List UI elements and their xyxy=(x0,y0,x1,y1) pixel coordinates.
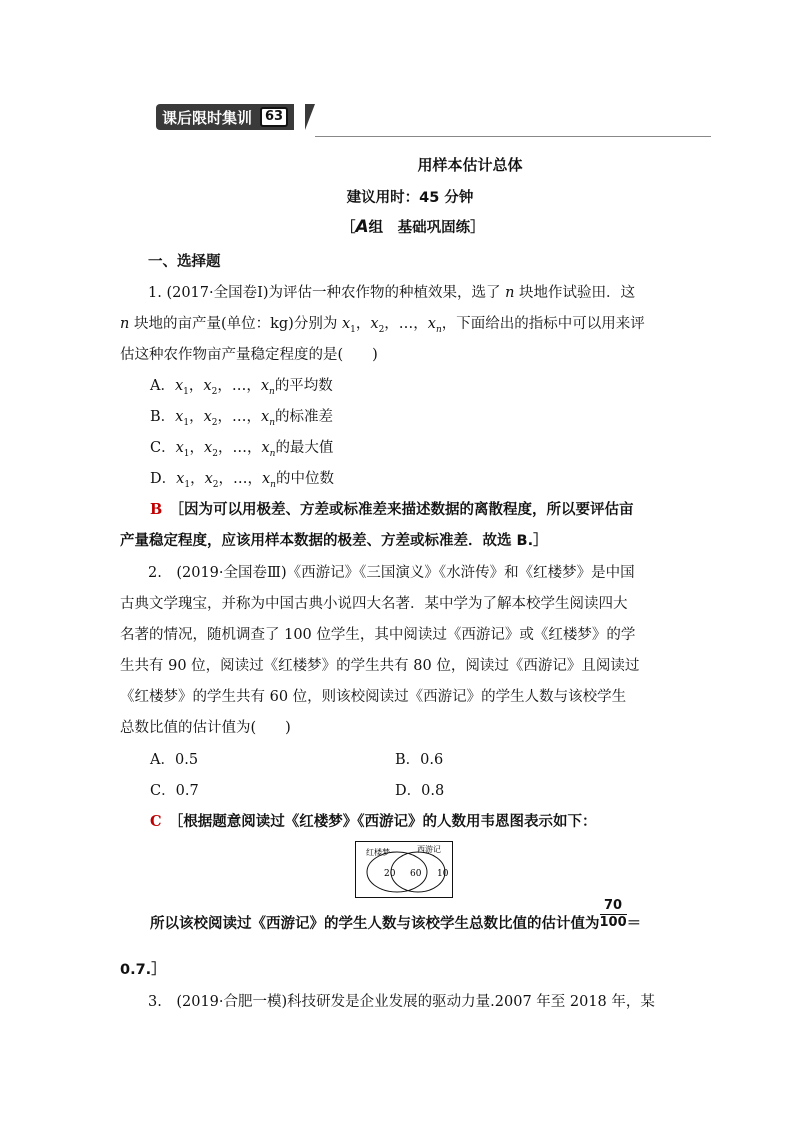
venn-left-label: 红楼梦 xyxy=(366,848,390,857)
q2-line1: 2. (2019·全国卷Ⅲ)《西游记》《三国演义》《水浒传》和《红楼梦》是中国 xyxy=(148,565,635,581)
q1-answer-letter: B xyxy=(150,501,163,518)
fraction-numerator: 70 xyxy=(604,897,623,913)
q1-option-c: C．$x_1$，$x_2$，…，$x_n$的最大值 xyxy=(150,440,334,459)
banner-number: 63 xyxy=(260,107,288,127)
page-title: 用样本估计总体 xyxy=(417,156,523,174)
banner-label: 课后限时集训 xyxy=(162,108,253,127)
q2-option-d: D．0.8 xyxy=(395,783,445,799)
q1-option-a: A．$x_1$，$x_2$，…，$x_n$的平均数 xyxy=(150,378,333,397)
section-banner xyxy=(156,104,294,130)
q2-conclusion: 所以该校阅读过《西游记》的学生人数与该校学生总数比值的估计值为 $\frac{70}{100}$ ＝ xyxy=(150,897,642,932)
q2-line2: 古典文学瑰宝，并称为中国古典小说四大名著．某中学为了解本校学生阅读四大 xyxy=(120,596,628,612)
q2-answer-line1: C ［根据题意阅读过《红楼梦》《西游记》的人数用韦恩图表示如下： xyxy=(150,813,597,830)
q1-line1: 1. (2017·全国卷Ⅰ)为评估一种农作物的种植效果，选了 n 块地作试验田．这 xyxy=(148,285,636,301)
q2-line5: 《红楼梦》的学生共有 60 位，则该校阅读过《西游记》的学生人数与该校学生 xyxy=(120,689,627,705)
q2-line4: 生共有 90 位，阅读过《红楼梦》的学生共有 80 位，阅读过《西游记》且阅读过 xyxy=(120,658,640,674)
venn-left-only-value: 20 xyxy=(384,869,396,879)
q2-line3: 名著的情况，随机调查了 100 位学生，其中阅读过《西游记》或《红楼梦》的学 xyxy=(120,627,636,643)
venn-right-label: 西游记 xyxy=(417,845,441,854)
q2-answer-letter: C xyxy=(150,813,162,830)
q1-option-b: B．$x_1$，$x_2$，…，$x_n$的标准差 xyxy=(150,409,333,428)
q2-option-a: A．0.5 xyxy=(150,752,199,768)
q1-answer-line1: B ［因为可以用极差、方差或标准差来描述数据的离散程度，所以要评估亩 xyxy=(150,501,634,518)
group-label: 组 基础巩固练 xyxy=(368,220,471,236)
q1-line2: n 块地的亩产量(单位：kg)分别为 $x_1$，$x_2$，…，$x_n$，下面给出的指标中可以用来评 xyxy=(120,316,645,335)
q2-option-c: C．0.7 xyxy=(150,783,199,799)
group-bracket-close: ］ xyxy=(470,220,485,236)
q1-answer-line2: 产量稳定程度，应该用样本数据的极差、方差或标准差．故选 B.］ xyxy=(120,533,548,549)
section-label: 一、选择题 xyxy=(148,254,221,270)
q1-line3: 估这种农作物亩产量稳定程度的是( ) xyxy=(120,347,378,363)
banner-tail xyxy=(305,104,315,130)
q3-line1: 3. (2019·合肥一模)科技研发是企业发展的驱动力量.2007 年至 2018 年，某 xyxy=(148,994,655,1010)
q2-option-b: B．0.6 xyxy=(395,752,444,768)
fraction-denominator: 100 xyxy=(599,914,627,930)
venn-both-value: 60 xyxy=(410,869,422,879)
q2-line6: 总数比值的估计值为( ) xyxy=(120,720,291,736)
suggested-time: 建议用时：45 分钟 xyxy=(346,190,474,206)
header-rule xyxy=(315,136,711,137)
q2-conclusion-end: 0.7.］ xyxy=(120,962,166,978)
venn-diagram xyxy=(355,841,453,898)
group-bracket-open: ［ xyxy=(341,220,356,236)
fraction xyxy=(600,898,627,931)
venn-right-only-value: 10 xyxy=(437,869,449,879)
group-letter: A xyxy=(355,217,369,237)
q1-option-d: D．$x_1$，$x_2$，…，$x_n$的中位数 xyxy=(150,471,334,490)
group-heading xyxy=(341,216,485,237)
